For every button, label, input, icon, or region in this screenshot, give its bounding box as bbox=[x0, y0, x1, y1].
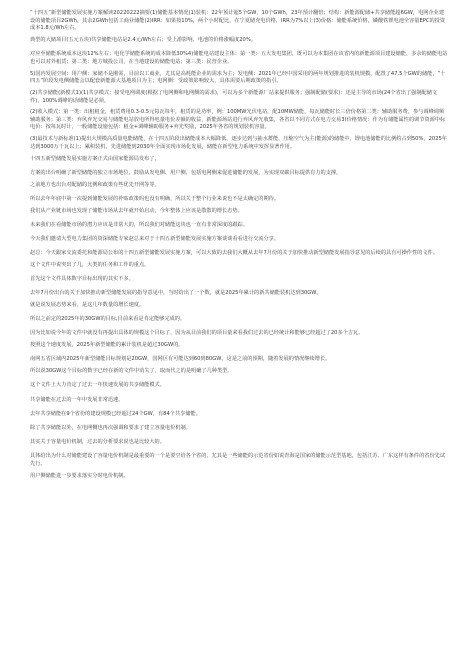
paragraph: 用户侧储能进一步要求落实分时电价机制。 bbox=[30, 472, 129, 479]
paragraph: 今天我们邀请大型电力集团的资深储能专家赵总来对于十四五新型储能发展实施方案谈谈看看进行交流分享。 bbox=[30, 235, 280, 242]
paragraph: 所以去年年底中第一次提到储能发展的补贴政策吗也没有明确，所以关于整个行业来说也不是太确定的期待。 bbox=[30, 195, 280, 202]
paragraph: 十四五新型储能发展实施方案正式由国家能源局发布了， bbox=[30, 155, 160, 162]
paragraph: 首先这个文件具体数字目标出现的其实不多。 bbox=[30, 276, 134, 283]
paragraph: 除了共享储能以外，在电网侧也再次强调和要求了建立容量电价机制。 bbox=[30, 424, 191, 431]
paragraph: 赵总：今天跟家交流委托和能源局公布的十四五新型储能发展实施方案，可以大致的去我们大概从去年7月份的关于加快推动新型储能发展指导意见的后续的具有可操作性的文件。 bbox=[30, 250, 438, 257]
paragraph: 所以之前定的2025年的30GW的目标,目前来看是肯定能够完成的。 bbox=[30, 316, 186, 323]
document-body bbox=[30, 10, 448, 487]
paragraph: (3)最技术与新标准(1)提出大规模高质量电能储能，在十四五阶段出储能成本大幅降低，逐步达到与抽水蓄能、压缩空气为主(能源)的储能中，锂电池储能的比例约占到50%，2025年达到3000万千瓦以上；累积装机，先进储能到2030年全面实现市场化发展，储能在新型电力系统中发挥显著作用。 bbox=[30, 136, 447, 150]
paragraph: 按照这个速度发展，2025年新型储能的累计装机是超过30GW的。 bbox=[30, 342, 184, 349]
paragraph: 未来我们在看储能市场的潜力应该是非常大的，所以我们对储能这块也一直有非常深度的跟踪。 bbox=[30, 221, 248, 228]
paragraph: 去年7月份出台的关于加快推动新型储能发展的指导意见中，当时给出了一个数，就是2025年累计的新共储能装机达到30GW。 bbox=[30, 290, 322, 297]
paragraph: 就是说发展态势来看，是这几年数量的增长速度。 bbox=[30, 302, 145, 309]
paragraph: 其实关于容量电价机制，过去的分析要求说也是比较大的。 bbox=[30, 439, 165, 446]
paragraph: 这个文件中说突出了几，大类的任务和工作的重点。 bbox=[30, 261, 150, 268]
paragraph: 对应至储能系统成本这块12%左右；电化学储能系统的成本降低30%4)储能电站建设主体：第一类：五大发电集团，既可以为本集团在该省内的新能源项目建设储能，多余的储能电站也可以对外租赁；第二类：地方城投公司，在当地建设的储能电站；第三类：民营企业。 bbox=[30, 51, 448, 65]
paragraph: 典型的大储项目(五元五块)共享储能电站是2.4元/Wh左右；受上游影响，电池的价格涨幅度20%。 bbox=[30, 36, 256, 43]
paragraph: 共享储能在过去的一年中发展非常迅速。 bbox=[30, 396, 124, 403]
paragraph: 这个文件上大力肯定了过去一年快速发展的共享储能模式。 bbox=[30, 382, 165, 389]
paragraph: 因为比如说今年的文件中就没有再提出具体的规模这个目标了，因为从目前我们的项目量来看我们过去的已经统计和能够已经超过了20多个吉瓦。 bbox=[30, 330, 364, 337]
paragraph: (2)收入模式：第一类：出租租金，租赁费用0.3-0.5元每瓦每年，租赁的是功率，例：100MW光伏电站，配10MW储能，每瓦储能时长三倍价格第二类：辅助服务费，参与调峰调频辅助服务；第三类：弃风弃光交易与储能电站放电所得电量电价差额的收益，新能源场站进行弃风弃光收集，各省以不同方式在电力交易3)价格情况：作为有储能属性的调节资源中标电价：按每瓦时计，一般储能设施包括：租金+调峰辅助服务+弃光奖励，2025年各省的规划装机容量。 bbox=[30, 109, 446, 131]
paragraph: 之前地方也出台对配储的比例和政策有些优先开网等等。 bbox=[30, 181, 160, 188]
paragraph: 具体给出为什么对储能建设了容量电价机制是最重要的一个是要空给各个省的，尤其是一些储能的示范省份如说青海是国家的储能示范型基地，包括江苏、广东这样有条件的省份先试先行。 bbox=[30, 453, 446, 467]
paragraph: 去年共享储能在9个省份的建设规模已经超过24个GW，有84个共享储能。 bbox=[30, 410, 201, 417]
paragraph: 我们从产业链市场也发现了储能市场从去年就开始启动，今年整体上应该是散散的增长态势。 bbox=[30, 207, 243, 214]
paragraph: 5)国内发展空间：用户侧：家储不是刚需，目前以工商业，尤其是高耗能企业的需求为主；发电侧：2021年已经中国采用的两年规划推进的装机规模，配置了47.5个GW的储能，“十四五”阶段发电侧储能会以配套新能源大基地项目为主；电网侧：受政策影响较大，具体需要后期政策的指引。 bbox=[30, 70, 446, 85]
paragraph: 所以说30GW这个目标的数字已经在新的文件中消失了，取而代之的是明确了几种类型。 bbox=[30, 368, 233, 375]
paragraph: 方案的出台明确了新型储能的独立市场地位，鼓励从发电侧、用户侧、包括电网侧来促进储能的发展，为实现双碳目标提供有力的支撑。 bbox=[30, 169, 342, 176]
paragraph: 南网五省区域内2025年新型储能目标规划是20GW，国网区有可能达到60到80GW，这是之前的预期，随着发展的情况继续增长。 bbox=[30, 356, 331, 363]
paragraph: (2)共享储能(新模式1)(1)共享模式：接受电网调度(根据了电网侧和电网侧的需求)，可以为多个新能源厂站来提供服务；强制配储(要求)：还是主导的市场(24个省出了强制配储文件)，100%调峰的话储能是必须。 bbox=[30, 89, 438, 104]
paragraph: “十四五”新型储能发展实施方案解读20220222摘要(1)储能基本情况(1)装机：22年预计超5个GW，10个GWh，23年预计翻倍；结构：新能源配储+共享储能超6GW，电网企业建设的储能项目2GWh，其余2GWh包括工商业储能(2)IRR：如果按10%，两个小时配比，在宁夏储充电价格，IRR为7%以上(3)价格：储能系统价格，磷酸铁锂电池全容量EPC的投资成本1.8元/Wh左右。 bbox=[30, 10, 446, 32]
